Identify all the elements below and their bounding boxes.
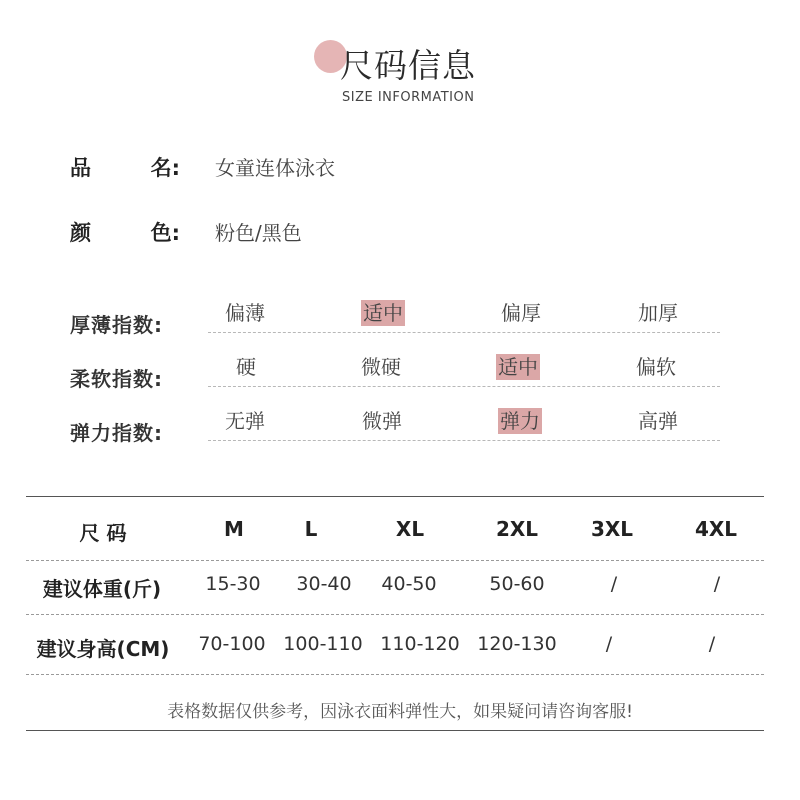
thickness-option: 偏薄 (225, 301, 265, 325)
table-cell: 100-110 (283, 633, 363, 655)
table-cell: 120-130 (477, 633, 557, 655)
table-divider (26, 614, 764, 615)
table-cell: / (605, 633, 613, 655)
product-color-label (70, 217, 180, 247)
softness-option: 偏软 (636, 355, 676, 379)
softness-index-scale (208, 352, 720, 387)
page-title: 尺码信息 (340, 46, 476, 85)
table-row (26, 573, 764, 601)
softness-option: 适中 (498, 355, 538, 379)
softness-option: 硬 (236, 355, 256, 379)
table-divider (26, 560, 764, 561)
product-name-label-b: 名: (150, 156, 180, 180)
table-row (26, 633, 764, 661)
thickness-option: 适中 (363, 301, 403, 325)
table-cell: / (610, 573, 618, 595)
table-cell: 50-60 (489, 573, 545, 595)
size-header-cell: XL (395, 517, 425, 541)
size-header-cell: M (224, 517, 244, 541)
table-bottom-rule (26, 730, 764, 731)
table-cell: 110-120 (380, 633, 460, 655)
table-divider (26, 674, 764, 675)
softness-index-label: 柔软指数: (70, 367, 163, 391)
product-color-label-b: 色: (150, 221, 180, 245)
row-label-height: 建议身高(CM) (36, 637, 170, 661)
thickness-option: 偏厚 (501, 301, 541, 325)
elasticity-index-label: 弹力指数: (70, 421, 163, 445)
thickness-option: 加厚 (638, 301, 678, 325)
size-header-cell: 3XL (590, 517, 634, 541)
table-cell: 30-40 (296, 573, 352, 595)
elasticity-option: 高弹 (638, 409, 678, 433)
product-name-label (70, 152, 180, 182)
softness-option: 微硬 (361, 355, 401, 379)
size-header-label: 尺 码 (79, 521, 127, 545)
table-cell: 15-30 (205, 573, 261, 595)
size-header-cell: 2XL (495, 517, 539, 541)
table-cell: 70-100 (198, 633, 266, 655)
page-subtitle: SIZE INFORMATION (342, 90, 475, 105)
row-label-weight: 建议体重(斤) (42, 577, 162, 601)
size-header-cell: 4XL (694, 517, 738, 541)
product-color-label-a: 颜 (70, 221, 91, 245)
product-color-value: 粉色/黑色 (215, 221, 302, 245)
product-name-value: 女童连体泳衣 (215, 156, 335, 180)
thickness-index-scale (208, 298, 720, 333)
elasticity-option: 无弹 (225, 409, 265, 433)
elasticity-option: 微弹 (362, 409, 402, 433)
elasticity-index-scale (208, 406, 720, 441)
product-name-label-a: 品 (70, 156, 91, 180)
thickness-index-label: 厚薄指数: (70, 313, 163, 337)
table-cell: / (713, 573, 721, 595)
size-table-header (26, 517, 764, 545)
size-header-cell: L (304, 517, 318, 541)
size-disclaimer: 表格数据仅供参考，因泳衣面料弹性大，如果疑问请咨询客服! (167, 702, 633, 722)
table-cell: 40-50 (381, 573, 437, 595)
table-cell: / (708, 633, 716, 655)
table-top-rule (26, 496, 764, 497)
elasticity-option: 弹力 (500, 409, 540, 433)
